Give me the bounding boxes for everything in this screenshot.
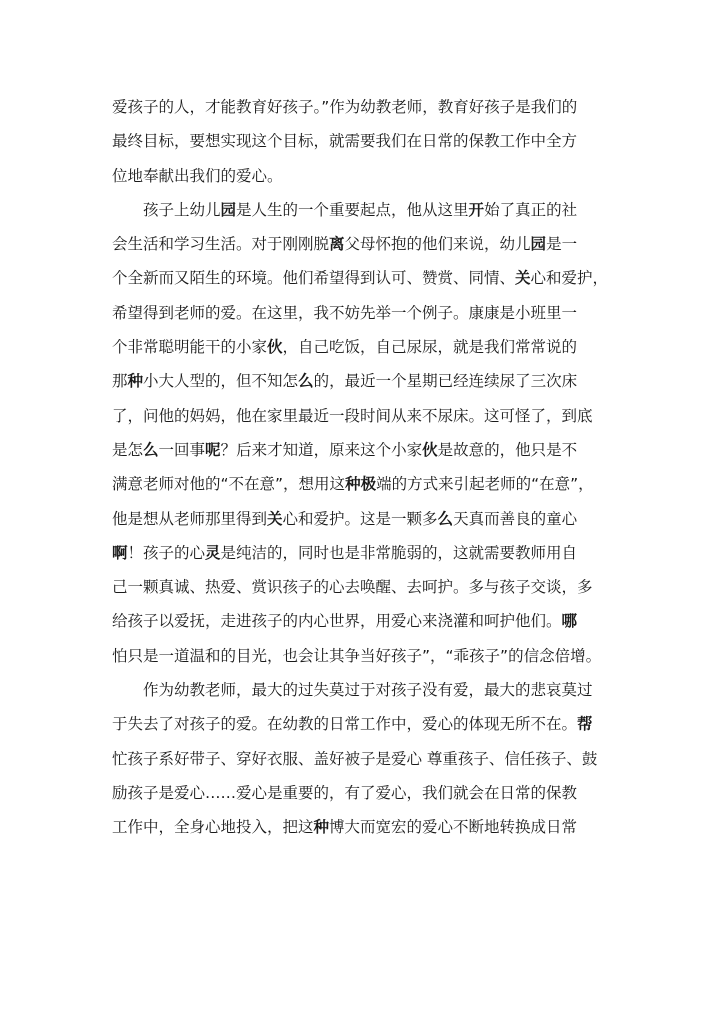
- text-line: [112, 261, 632, 295]
- text-line: [112, 536, 632, 570]
- bold-text-segment: 么: [143, 440, 159, 459]
- text-line: [112, 90, 632, 124]
- text-segment: 个非常聪明能干的小家: [112, 338, 268, 357]
- text-segment: ！孩子的心: [127, 543, 206, 562]
- text-segment: 了，问他的妈妈，他在家里最近一段时间从来不尿床。这可怪了，到底: [112, 406, 593, 425]
- text-line: [112, 433, 632, 467]
- bold-text-segment: 种: [313, 818, 330, 837]
- text-segment: 励孩子是爱心……爱心是重要的，有了爱心，我们就会在日常的保教: [112, 783, 578, 802]
- text-segment: 作为幼教老师，最大的过失莫过于对孩子没有爱，最大的悲哀莫过: [112, 681, 593, 700]
- text-segment: ？后来才知道，原来这个小家: [220, 440, 423, 459]
- text-line: [112, 159, 632, 193]
- bold-text-segment: 么: [298, 372, 314, 391]
- text-segment: 心和爱护，: [530, 269, 609, 288]
- text-line: [112, 604, 632, 638]
- text-segment: 一回事: [158, 440, 206, 459]
- text-line: [112, 296, 632, 330]
- text-segment: 小大人型的，但不知怎: [143, 372, 299, 391]
- document-body-text: [112, 90, 632, 845]
- text-segment: 心和爱护。这是一颗多: [282, 509, 438, 528]
- text-line: [112, 639, 632, 673]
- text-segment: 己一颗真诚、热爱、赏识孩子的心去唤醒、去呵护。多与孩子交谈，多: [112, 578, 593, 597]
- text-segment: 给孩子以爱抚，走进孩子的内心世界，用爱心来浇灌和呵护他们。: [112, 612, 562, 631]
- text-line: [112, 330, 632, 364]
- text-segment: 父母怀抱的他们来说，幼儿: [344, 235, 531, 254]
- bold-text-segment: 种: [127, 372, 144, 391]
- text-segment: 爱孩子的人，才能教育好孩子。”作为幼教老师，教育好孩子是我们的: [112, 98, 578, 116]
- bold-text-segment: 离: [329, 235, 345, 254]
- text-segment: 孩子上幼儿: [112, 200, 221, 219]
- bold-text-segment: 园: [220, 200, 237, 219]
- text-line: [112, 399, 632, 433]
- bold-text-segment: 呢: [205, 440, 221, 459]
- bold-text-segment: 灵: [205, 543, 221, 562]
- text-segment: 位地奉献出我们的爱心。: [112, 166, 283, 185]
- text-line: [112, 742, 632, 776]
- text-segment: 忙孩子系好带子、穿好衣服、盖好被子是爱心 尊重孩子、信任孩子、鼓: [112, 749, 598, 768]
- text-segment: 个全新而又陌生的环境。他们希望得到认可、赞赏、同情、: [112, 269, 516, 288]
- text-line: [112, 776, 632, 810]
- text-segment: 博大而宽宏的爱心不断地转换成日常: [329, 818, 578, 837]
- bold-text-segment: 种极: [345, 475, 377, 494]
- text-line: [112, 124, 632, 158]
- text-segment: 是故意的，他只是不: [437, 440, 578, 459]
- text-line: [112, 707, 632, 741]
- text-segment: 工作中，全身心地投入，把这: [112, 818, 314, 837]
- text-line: [112, 364, 632, 398]
- bold-text-segment: 伙: [267, 338, 283, 357]
- bold-text-segment: 关: [515, 269, 531, 288]
- bold-text-segment: 么: [437, 509, 454, 528]
- bold-text-segment: 哪: [561, 612, 578, 631]
- text-segment: 会生活和学习生活。对于刚刚脱: [112, 235, 330, 254]
- text-segment: 于失去了对孩子的爱。在幼教的日常工作中，爱心的体现无所不在。: [112, 715, 578, 734]
- bold-text-segment: 园: [530, 235, 547, 254]
- text-segment: 希望得到老师的爱。在这里，我不妨先举一个例子。康康是小班里一: [112, 303, 578, 322]
- text-segment: ，自己吃饭，自己尿尿，就是我们常常说的: [282, 338, 578, 357]
- text-line: [112, 673, 632, 707]
- bold-text-segment: 啊: [112, 543, 128, 562]
- text-segment: 端的方式来引起老师的“在意”，: [376, 475, 594, 494]
- text-line: [112, 227, 632, 261]
- bold-text-segment: 关: [267, 509, 283, 528]
- bold-text-segment: 帮: [577, 715, 593, 734]
- text-line: [112, 810, 632, 844]
- text-segment: 那: [112, 372, 128, 391]
- text-line: [112, 193, 632, 227]
- text-line: [112, 502, 632, 536]
- text-segment: 是纯洁的，同时也是非常脆弱的，这就需要教师用自: [220, 543, 578, 562]
- text-segment: 的，最近一个星期已经连续尿了三次床: [313, 372, 578, 391]
- text-line: [112, 467, 632, 501]
- text-segment: 他是想从老师那里得到: [112, 509, 268, 528]
- text-segment: 是人生的一个重要起点，他从这里: [236, 200, 469, 219]
- text-segment: 始了真正的社: [484, 200, 578, 219]
- text-segment: 天真而善良的童心: [453, 509, 578, 528]
- text-segment: 最终目标，要想实现这个目标，就需要我们在日常的保教工作中全方: [112, 132, 578, 151]
- text-segment: 怕只是一道温和的目光，也会让其争当好孩子”，“乖孩子”的信念倍增。: [112, 646, 602, 665]
- text-segment: 是一: [546, 235, 578, 254]
- text-segment: 满意老师对他的“不在意”，想用这: [112, 475, 346, 494]
- bold-text-segment: 开: [468, 200, 485, 219]
- text-line: [112, 570, 632, 604]
- bold-text-segment: 伙: [422, 440, 438, 459]
- text-segment: 是怎: [112, 440, 144, 459]
